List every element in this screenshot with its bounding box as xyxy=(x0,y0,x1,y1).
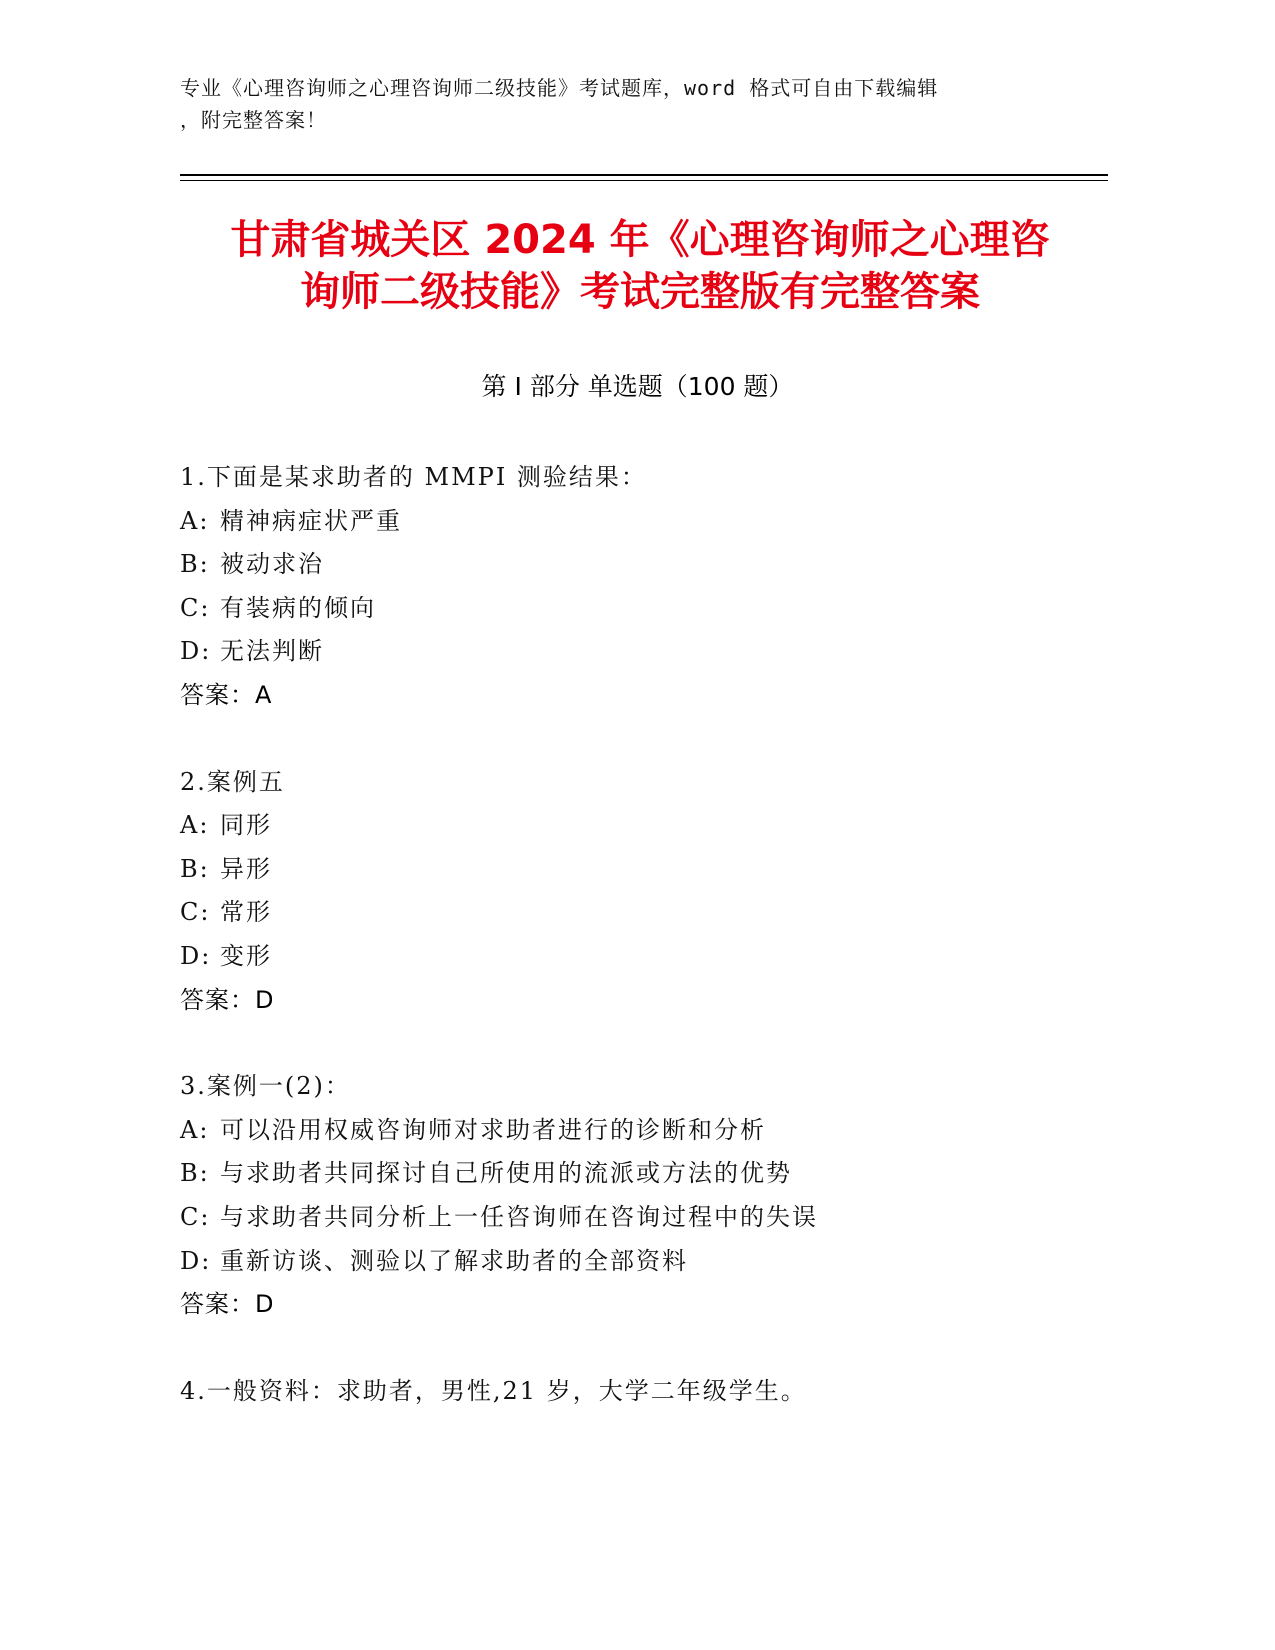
header-note-line-2: ，附完整答案！ xyxy=(180,108,327,132)
option-d xyxy=(180,935,1110,979)
document-title-line-2: 询师二级技能》考试完整版有完整答案 xyxy=(300,269,980,315)
header-divider-thin xyxy=(180,180,1108,181)
option-key: D: xyxy=(180,1246,212,1275)
question-stem: 4.一般资料：求助者，男性,21 岁，大学二年级学生。 xyxy=(180,1376,807,1405)
option-text: 异形 xyxy=(220,854,272,883)
option-text: 变形 xyxy=(220,941,272,970)
option-key: B: xyxy=(180,854,210,883)
header-divider-thick xyxy=(180,174,1108,176)
section-heading: 第 I 部分 单选题（100 题） xyxy=(481,372,794,401)
option-key: D: xyxy=(180,941,212,970)
option-b xyxy=(180,1152,1110,1196)
question-list xyxy=(180,456,1110,1456)
question-4 xyxy=(180,1370,1110,1414)
question-2 xyxy=(180,761,1110,1023)
option-key: A: xyxy=(180,1115,210,1144)
option-c xyxy=(180,587,1110,631)
option-key: A: xyxy=(180,811,210,840)
option-text: 可以沿用权威咨询师对求助者进行的诊断和分析 xyxy=(220,1115,766,1144)
option-text: 同形 xyxy=(220,811,272,840)
answer-line: 答案：D xyxy=(180,985,275,1014)
question-3 xyxy=(180,1065,1110,1327)
option-a xyxy=(180,500,1110,544)
option-c xyxy=(180,891,1110,935)
document-title xyxy=(170,214,1110,318)
option-d xyxy=(180,630,1110,674)
option-b xyxy=(180,848,1110,892)
option-key: A: xyxy=(180,506,210,535)
option-key: C: xyxy=(180,1202,211,1231)
option-c xyxy=(180,1196,1110,1240)
option-text: 被动求治 xyxy=(220,550,324,579)
option-text: 常形 xyxy=(220,898,272,927)
answer-line: 答案：D xyxy=(180,1290,275,1319)
option-key: B: xyxy=(180,550,210,579)
option-a xyxy=(180,1109,1110,1153)
header-note xyxy=(180,72,1050,136)
option-key: C: xyxy=(180,898,211,927)
option-b xyxy=(180,543,1110,587)
option-key: D: xyxy=(180,637,212,666)
option-text: 与求助者共同探讨自己所使用的流派或方法的优势 xyxy=(220,1159,792,1188)
option-key: B: xyxy=(180,1159,210,1188)
option-d xyxy=(180,1240,1110,1284)
option-text: 与求助者共同分析上一任咨询师在咨询过程中的失误 xyxy=(220,1202,818,1231)
option-text: 重新访谈、测验以了解求助者的全部资料 xyxy=(220,1246,688,1275)
option-text: 精神病症状严重 xyxy=(220,506,402,535)
header-note-line-1: 专业《心理咨询师之心理咨询师二级技能》考试题库，word 格式可自由下载编辑 xyxy=(180,76,939,100)
option-text: 无法判断 xyxy=(220,637,324,666)
option-a xyxy=(180,804,1110,848)
question-stem: 2.案例五 xyxy=(180,767,285,796)
option-key: C: xyxy=(180,593,211,622)
answer-line: 答案：A xyxy=(180,680,273,709)
document-title-line-1: 甘肃省城关区 2024 年《心理咨询师之心理咨 xyxy=(230,217,1050,263)
question-stem: 1.下面是某求助者的 MMPI 测验结果： xyxy=(180,463,647,491)
question-1 xyxy=(180,456,1110,718)
question-stem: 3.案例一(2)： xyxy=(180,1072,351,1101)
option-text: 有装病的倾向 xyxy=(220,593,376,622)
